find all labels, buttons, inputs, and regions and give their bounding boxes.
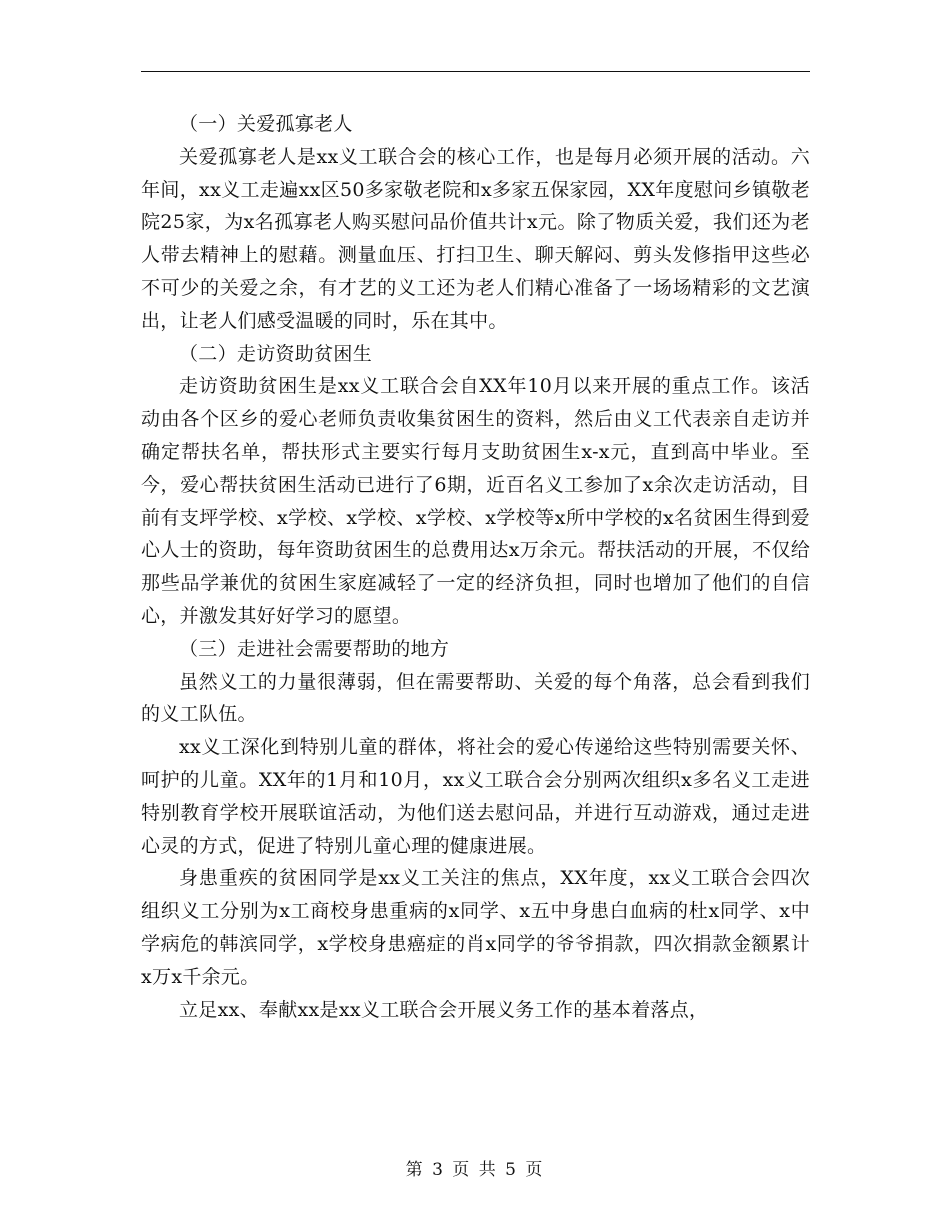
paragraph-illness-donations: 身患重疾的贫困同学是xx义工关注的焦点，XX年度，xx义工联合会四次组织义工分别为x工商校身患重病的x同学、x五中身患白血病的杜x同学、x中学病危的韩滨同学，x学校身患癌症的肖x同学的爷爷捐款，四次捐款金额累计x万x千余元。 — [141, 867, 810, 988]
document-body — [141, 108, 810, 1026]
section-heading-2: （二）走访资助贫困生 — [179, 342, 373, 365]
paragraph-foundation: 立足xx、奉献xx是xx义工联合会开展义务工作的基本着落点， — [179, 998, 709, 1021]
section-heading-1: （一）关爱孤寡老人 — [179, 113, 353, 135]
paragraph-student-aid: 走访资助贫困生是xx义工联合会自XX年10月以来开展的重点工作。该活动由各个区乡的爱心老师负责收集贫困生的资料，然后由义工代表亲自走访并确定帮扶名单，帮扶形式主要实行每月支助贫困生x-x元，直到高中毕业。至今，爱心帮扶贫困生活动已进行了6期，近百名义工参加了x余次走访活动，目前有支坪学校、x学校、x学校、x学校、x学校等x所中学校的x名贫困生得到爱心人士的资助，每年资助贫困生的总费用达x万余元。帮扶活动的开展，不仅给那些品学兼优的贫困生家庭减轻了一定的经济负担，同时也增加了他们的自信心，并激发其好好学习的愿望。 — [141, 375, 810, 627]
paragraph-special-children: xx义工深化到特别儿童的群体，将社会的爱心传递给这些特别需要关怀、呵护的儿童。XX年的1月和10月，xx义工联合会分别两次组织x多名义工走进特别教育学校开展联谊活动，为他们送去慰问品，并进行互动游戏，通过走进心灵的方式，促进了特别儿童心理的健康进展。 — [141, 736, 810, 857]
paragraph-volunteer-team: 虽然义工的力量很薄弱，但在需要帮助、关爱的每个角落，总会看到我们的义工队伍。 — [141, 670, 810, 726]
header-rule — [141, 71, 810, 72]
section-heading-3: （三）走进社会需要帮助的地方 — [179, 637, 450, 660]
page-number-footer: 第 3 页 共 5 页 — [405, 1160, 545, 1180]
paragraph-elderly-care: 关爱孤寡老人是xx义工联合会的核心工作，也是每月必须开展的活动。六年间，xx义工走遍xx区50多家敬老院和x多家五保家园，XX年度慰问乡镇敬老院25家，为x名孤寡老人购买慰问品价值共计x元。除了物质关爱，我们还为老人带去精神上的慰藉。测量血压、打扫卫生、聊天解闷、剪头发修指甲这些必不可少的关爱之余，有才艺的义工还为老人们精心准备了一场场精彩的文艺演出，让老人们感受温暖的同时，乐在其中。 — [141, 145, 810, 332]
